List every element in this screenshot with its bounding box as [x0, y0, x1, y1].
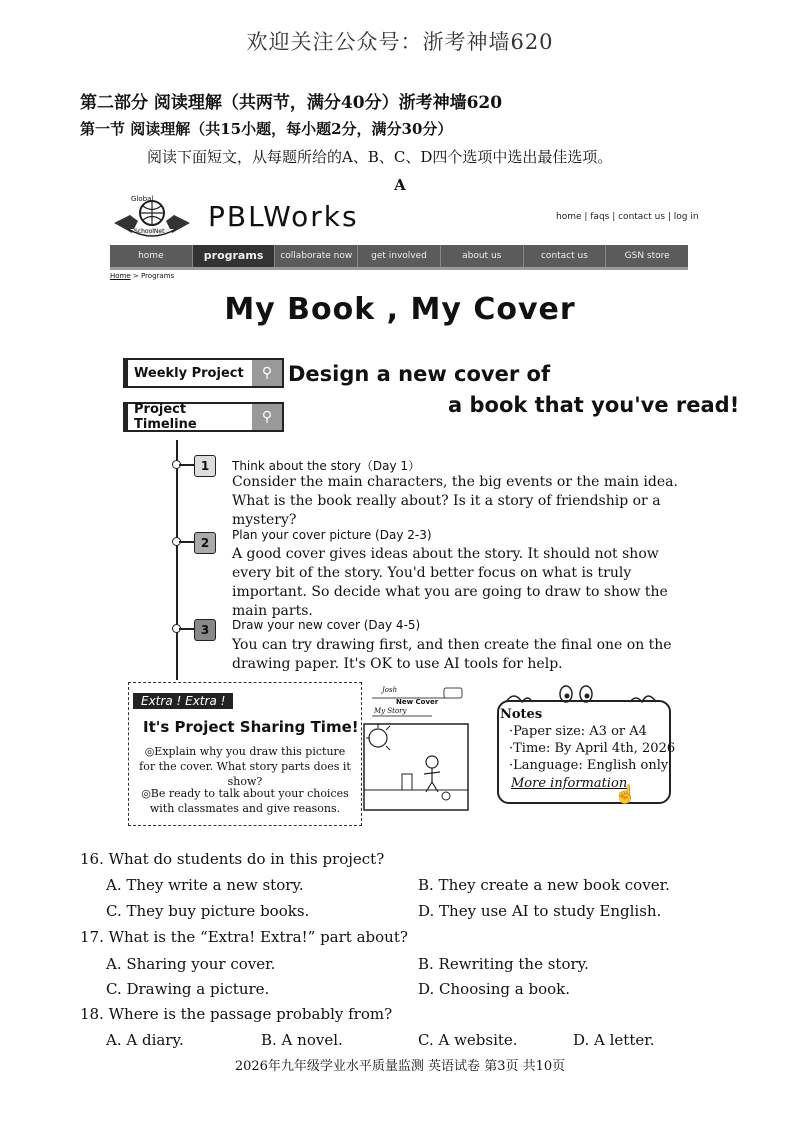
sketch-subtitle: My Story: [374, 707, 407, 715]
q16-option-c[interactable]: C. They buy picture books.: [106, 902, 310, 920]
site-logo-text[interactable]: PBLWorks: [208, 200, 359, 233]
step-2-body: A good cover gives ideas about the story. It should not show every bit of the story. You'd better focus on what is truly important. So decide what you are going to draw to show the main parts.: [232, 546, 668, 619]
step-3-title: Draw your new cover (Day 4-5): [232, 618, 421, 632]
page-title: My Book , My Cover: [224, 292, 576, 327]
pointer-hand-icon: ☝: [614, 784, 637, 805]
headline-line2: a book that you've read!: [448, 393, 740, 417]
extra-tag: Extra ! Extra !: [133, 693, 233, 709]
breadcrumb: [110, 272, 174, 280]
nav-collaborate[interactable]: collaborate now: [275, 245, 358, 267]
extra-title: It's Project Sharing Time!: [143, 718, 359, 736]
tab-project-timeline[interactable]: [123, 402, 284, 432]
step-1-title: Think about the story（Day 1）: [232, 459, 421, 473]
extra-bullet-2: ◎Be ready to talk about your choices with classmates and give reasons.: [141, 787, 349, 815]
nav-home[interactable]: home: [110, 245, 193, 267]
step-3-number: 3: [194, 619, 216, 641]
tab-project-timeline-label: Project Timeline: [134, 402, 197, 432]
passage-label: A: [394, 176, 406, 194]
q17-option-a[interactable]: A. Sharing your cover.: [106, 955, 276, 973]
q18-option-c[interactable]: C. A website.: [418, 1031, 518, 1049]
extra-bullet-1: ◎Explain why you draw this picture for the cover. What story parts does it show?: [139, 745, 351, 788]
q18-option-d[interactable]: D. A letter.: [573, 1031, 655, 1049]
breadcrumb-current: > Programs: [130, 272, 175, 280]
q18-option-a[interactable]: A. A diary.: [106, 1031, 184, 1049]
nav-store[interactable]: GSN store: [624, 251, 670, 261]
q16-option-d[interactable]: D. They use AI to study English.: [418, 902, 662, 920]
section-title: 第二部分 阅读理解（共两节，满分40分）浙考神墙620: [80, 93, 503, 113]
question-18: 18. Where is the passage probably from?: [80, 1005, 393, 1023]
search-icon: ⚲: [252, 360, 282, 386]
nav-programs[interactable]: programs: [193, 245, 276, 267]
step-2-number: 2: [194, 532, 216, 554]
question-17: 17. What is the “Extra! Extra!” part about?: [80, 928, 408, 946]
notes-paper-size: ·Paper size: A3 or A4: [509, 724, 647, 739]
step-1-number: 1: [194, 455, 216, 477]
q17-option-c[interactable]: C. Drawing a picture.: [106, 980, 270, 998]
q16-option-b[interactable]: B. They create a new book cover.: [418, 876, 670, 894]
subsection-title: 第一节 阅读理解（共15小题，每小题2分，满分30分）: [80, 120, 453, 138]
nav-contact[interactable]: contact us: [524, 245, 607, 267]
watermark: 欢迎关注公众号：浙考神墙620: [246, 30, 554, 54]
timeline-line: [176, 440, 178, 680]
tab-weekly-project-label: Weekly Project: [134, 365, 244, 381]
step-3-body: You can try drawing first, and then create the final one on the drawing paper. It's OK to use AI tools for help.: [232, 637, 672, 672]
q17-option-b[interactable]: B. Rewriting the story.: [418, 955, 589, 973]
instructions: 阅读下面短文，从每题所给的A、B、C、D四个选项中选出最佳选项。: [147, 148, 613, 166]
logo-badge-bottom: SchoolNet: [134, 228, 165, 235]
nav-get-involved[interactable]: get involved: [358, 245, 441, 267]
notes-time: ·Time: By April 4th, 2026: [509, 741, 676, 756]
more-information-link[interactable]: More information: [511, 776, 628, 791]
notes-title: Notes: [500, 707, 543, 722]
breadcrumb-home[interactable]: Home: [110, 272, 131, 280]
top-links[interactable]: home | faqs | contact us | log in: [556, 212, 699, 222]
step-1-body: Consider the main characters, the big events or the main idea. What is the book really about? Is it a story of friendship or a mystery?: [232, 474, 678, 528]
logo-badge-top: Global: [131, 195, 154, 203]
step-2-title: Plan your cover picture (Day 2-3): [232, 528, 432, 542]
q17-option-d[interactable]: D. Choosing a book.: [418, 980, 570, 998]
question-16: 16. What do students do in this project?: [80, 850, 385, 868]
search-icon: ⚲: [252, 404, 282, 430]
nav-about[interactable]: about us: [441, 245, 524, 267]
headline-line1: Design a new cover of: [288, 362, 551, 386]
notes-language: ·Language: English only: [509, 758, 669, 773]
tab-weekly-project[interactable]: [123, 358, 284, 388]
main-nav: [110, 245, 688, 270]
q18-option-b[interactable]: B. A novel.: [261, 1031, 343, 1049]
sketch-title: New Cover: [396, 698, 439, 706]
sketch-name: Josh: [382, 686, 398, 694]
page-footer: 2026年九年级学业水平质量监测 英语试卷 第3页 共10页: [234, 1059, 566, 1074]
q16-option-a[interactable]: A. They write a new story.: [106, 876, 304, 894]
